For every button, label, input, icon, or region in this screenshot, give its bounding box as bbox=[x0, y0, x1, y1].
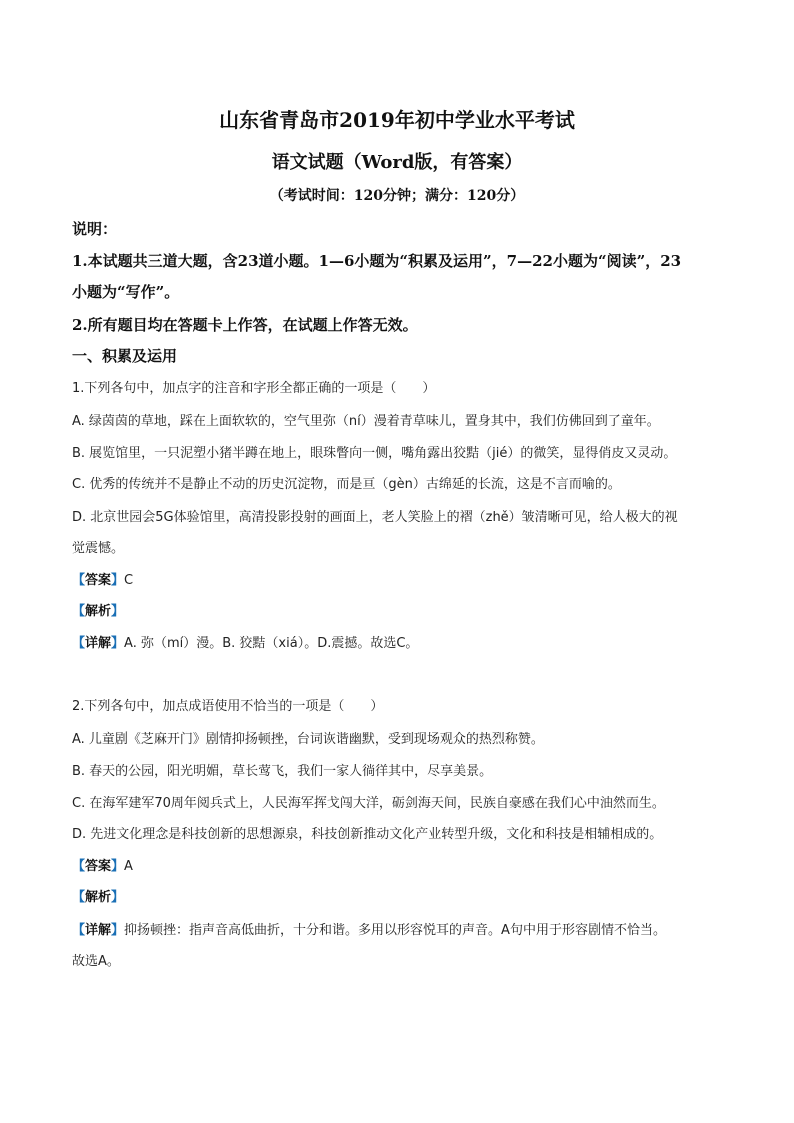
document-subtitle: 语文试题（Word版，有答案） bbox=[271, 152, 523, 173]
instruction-item-1-cont: 小题为“写作”。 bbox=[72, 283, 180, 301]
q2-detail-text: 抑扬顿挫：指声音高低曲折，十分和谐。多用以形容悦耳的声音。A句中用于形容剧情不恰当。 bbox=[124, 923, 666, 938]
q1-detail-text: A. 弥（mí）漫。B. 狡黠（xiá）。D.震撼。故选C。 bbox=[124, 636, 419, 651]
q2-stem: 2.下列各句中，加点成语使用不恰当的一项是（ ） bbox=[72, 699, 384, 714]
section-heading: 一、积累及运用 bbox=[72, 347, 178, 365]
document-title: 山东省青岛市2019年初中学业水平考试 bbox=[219, 108, 575, 132]
instruction-item-2: 2.所有题目均在答题卡上作答，在试题上作答无效。 bbox=[72, 316, 418, 334]
q1-stem: 1.下列各句中，加点字的注音和字形全都正确的一项是（ ） bbox=[72, 381, 436, 396]
exam-info: （考试时间：120分钟；满分：120分） bbox=[269, 188, 525, 204]
detail-label: 详解 bbox=[85, 636, 112, 651]
q2-option-a: A. 儿童剧《芝麻开门》剧情抑扬顿挫，台词诙谐幽默，受到现场观众的热烈称赞。 bbox=[72, 732, 544, 747]
q1-option-d-cont: 觉震憾。 bbox=[72, 541, 125, 556]
q1-option-b: B. 展览馆里，一只泥塑小猪半蹲在地上，眼珠瞥向一侧，嘴角露出狡黠（jié）的微笑，显得俏皮又灵动。 bbox=[72, 446, 677, 461]
q1-option-d: D. 北京世园会5G体验馆里，高清投影投射的画面上，老人笑脸上的褶（zhě）皱清晰可见，给人极大的视 bbox=[72, 510, 678, 525]
instruction-item-1: 1.本试题共三道大题，含23道小题。1—6小题为“积累及运用”，7—22小题为“阅读”，23 bbox=[72, 252, 682, 270]
q2-option-b: B. 春天的公园，阳光明媚，草长莺飞，我们一家人徜徉其中，尽享美景。 bbox=[72, 764, 493, 779]
answer-label: 答案 bbox=[85, 859, 112, 874]
q1-detail: 【详解】A. 弥（mí）漫。B. 狡黠（xiá）。D.震撼。故选C。 bbox=[72, 636, 419, 651]
q2-detail-cont: 故选A。 bbox=[72, 954, 120, 969]
detail-label: 详解 bbox=[85, 923, 112, 938]
q1-answer: 【答案】C bbox=[72, 573, 134, 588]
answer-label: 答案 bbox=[85, 573, 112, 588]
analysis-label: 解析 bbox=[85, 604, 112, 619]
q2-answer-value: A bbox=[124, 859, 133, 874]
q2-option-d: D. 先进文化理念是科技创新的思想源泉，科技创新推动文化产业转型升级，文化和科技是相辅相成的。 bbox=[72, 827, 663, 842]
q1-answer-value: C bbox=[124, 573, 134, 588]
q2-analysis: 【解析】 bbox=[72, 890, 125, 905]
q1-analysis: 【解析】 bbox=[72, 604, 125, 619]
q2-option-c: C. 在海军建军70周年阅兵式上，人民海军挥戈闯大洋，砺剑海天间，民族自豪感在我们心中油然而生。 bbox=[72, 796, 665, 811]
q1-option-c: C. 优秀的传统并不是静止不动的历史沉淀物，而是亘（gèn）古绵延的长流，这是不言而喻的。 bbox=[72, 477, 621, 492]
q2-detail: 【详解】抑扬顿挫：指声音高低曲折，十分和谐。多用以形容悦耳的声音。A句中用于形容剧情不恰当。 bbox=[72, 923, 666, 938]
instructions-heading: 说明： bbox=[72, 220, 118, 238]
q1-option-a: A. 绿茵茵的草地，踩在上面软软的，空气里弥（ní）漫着青草味儿，置身其中，我们仿佛回到了童年。 bbox=[72, 414, 660, 429]
q2-answer: 【答案】A bbox=[72, 859, 133, 874]
analysis-label: 解析 bbox=[85, 890, 112, 905]
